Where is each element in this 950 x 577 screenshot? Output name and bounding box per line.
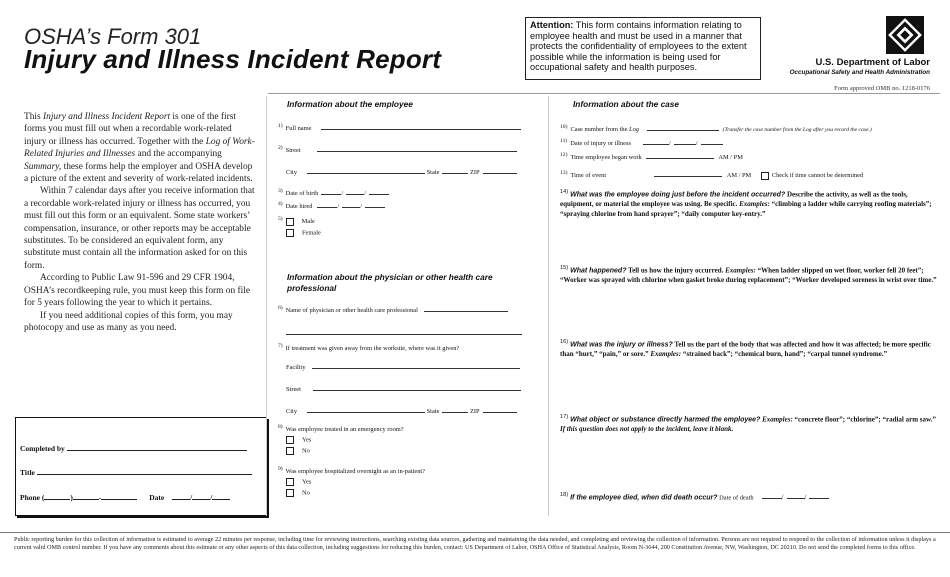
date-hired-field[interactable] (278, 201, 385, 210)
phone-dash: - (98, 493, 102, 502)
page-title: Injury and Illness Incident Report (24, 44, 442, 74)
q16-instructions: Tell us the part of the body that was affected and how it was affected; be more specific than “hurt,” “pain,” or sore.” (560, 340, 931, 358)
phone-paren: ) (70, 493, 73, 502)
q15-examples-label: Examples: (725, 266, 756, 275)
field-number: 3) (278, 188, 283, 194)
intro-paragraph-3: According to Public Law 91-596 and 29 CFR 1904, OSHA’s recordkeeping rule, you must keep this form on file for 5 years following the year to which it pertains. (24, 273, 250, 309)
hosp-yes-option[interactable] (286, 478, 311, 486)
facility-line[interactable] (312, 362, 520, 369)
field-number: 16) (560, 339, 569, 345)
attention-text: This form contains information relating to employee health and must be used in a manner that protects the confidentiality of employees to the extent possible while the information is being used for occupational safety and health purposes. (530, 20, 747, 73)
hospitalized-label: Was employee hospitalized overnight as an in-patient? (285, 468, 425, 476)
field-number: 18) (560, 492, 569, 498)
form-number: OSHA’s Form 301 (24, 24, 202, 49)
time-of-event-field[interactable] (560, 170, 863, 180)
intro-log-title: Log of Work-Related Injuries and Illnesses (24, 136, 255, 160)
employee-section-heading: Information about the employee (287, 99, 413, 109)
field-number: 7) (278, 343, 283, 349)
facility-street-label: Street (286, 386, 301, 393)
question-15 (560, 264, 938, 286)
intro-summary-title: Summary, (24, 161, 62, 172)
street-label: Street (285, 147, 301, 155)
city-label: City (286, 169, 298, 176)
intro-text (24, 111, 256, 334)
full-name-line[interactable] (321, 123, 521, 130)
completed-by-field[interactable] (20, 442, 247, 453)
field-number: 6) (278, 305, 283, 311)
time-of-event-line[interactable] (654, 170, 722, 177)
field-number: 11) (560, 138, 568, 144)
facility-zip-label: ZIP (470, 408, 480, 415)
q15-instructions: Tell us how the injury occurred. (626, 266, 726, 275)
time-undetermined-label: Check if time cannot be determined (771, 172, 864, 180)
q14-heading: What was the employee doing just before the incident occurred? (570, 191, 786, 199)
field-number: 14) (560, 189, 569, 195)
field-number: 4) (278, 201, 283, 207)
q14-instructions: Describe the activity, as well as the tools, equipment, or material the employee was using. Be specific. (560, 190, 908, 208)
slash: / (804, 493, 807, 502)
intro-text-fragment: and the accompanying (135, 149, 222, 160)
dob-year-line[interactable] (369, 188, 389, 195)
death-month-line[interactable] (762, 492, 784, 502)
intro-paragraph-2: Within 7 calendar days after you receive information that a recordable work-related injury or illness has occurred, you must fill out this form or an equivalent. Some state workers’ compensation, insurance, or other reports may be acceptable substitutes. To be considered an equivalent form, any substitute must contain all the information asked for on this form. (24, 186, 255, 271)
q15-examples: “When ladder slipped on wet floor, worker fell 20 feet”; “Worker was sprayed with chlorine when gasket broke during replacement”; “Worker developed soreness in wrist over time.” (560, 266, 937, 284)
phone-label: Phone ( (20, 493, 45, 502)
slash: / (695, 140, 698, 148)
dol-logo-icon (886, 16, 924, 54)
intro-paragraph-1 (24, 111, 256, 185)
time-event-ampm[interactable]: AM / PM (726, 172, 752, 180)
facility-state-line[interactable] (442, 406, 468, 413)
phone-number-line[interactable] (98, 491, 137, 502)
date-month-line[interactable] (172, 491, 193, 502)
zip-line[interactable] (483, 167, 517, 174)
hospitalized-question (278, 466, 425, 475)
q16-examples: “strained back”; “chemical burn, hand”; “carpal tunnel syndrome.” (681, 349, 888, 358)
death-year-line[interactable] (809, 492, 829, 499)
phone-date-field[interactable] (20, 491, 230, 502)
phone-prefix-line[interactable] (73, 491, 99, 500)
er-yes-option[interactable] (286, 436, 311, 444)
question-18[interactable] (560, 491, 938, 503)
state-label: State (426, 169, 440, 176)
date-slash: / (190, 493, 193, 502)
agency-subname: Occupational Safety and Health Administration (789, 69, 930, 76)
intro-form-title: Injury and Illness Incident Report (43, 112, 171, 122)
agency-name: U.S. Department of Labor (815, 57, 930, 68)
case-number-line[interactable] (647, 124, 719, 131)
physician-name-line-2[interactable] (286, 328, 522, 337)
date-hired-label: Date hired (285, 203, 313, 211)
facility-street-field[interactable] (286, 384, 521, 393)
title-label: Title (20, 468, 35, 477)
date-day-line[interactable] (192, 491, 213, 502)
facility-label: Facility (286, 364, 306, 371)
physician-section-heading: Information about the physician or other health care professional (287, 272, 493, 293)
time-began-work-field[interactable] (560, 152, 743, 161)
date-of-injury-label: Date of injury or illness (570, 140, 631, 148)
slash: / (341, 190, 344, 198)
dob-month-line[interactable] (321, 188, 344, 198)
time-began-label: Time employee began work (570, 154, 642, 162)
slash: / (337, 203, 340, 211)
field-number: 2) (278, 145, 283, 151)
case-number-note: (Transfer the case number from the Log after you record the case.) (722, 127, 872, 134)
q18-heading: If the employee died, when did death occur? (570, 494, 718, 502)
city-state-zip-field[interactable] (286, 167, 517, 176)
yes-label: Yes (302, 478, 312, 486)
q15-heading: What happened? (570, 267, 627, 275)
no-label: No (302, 489, 310, 497)
no-label: No (302, 447, 310, 455)
field-number: 10) (560, 124, 568, 130)
female-label: Female (302, 229, 321, 237)
physician-name-extra-line[interactable] (286, 328, 522, 335)
er-no-option[interactable] (286, 447, 310, 455)
hosp-no-option[interactable] (286, 489, 310, 497)
header-divider (268, 93, 940, 94)
q16-heading: What was the injury or illness? (570, 341, 673, 349)
death-day-line[interactable] (787, 492, 807, 502)
injury-day-line[interactable] (674, 138, 698, 148)
completed-by-line[interactable] (67, 442, 247, 451)
omb-number: Form approved OMB no. 1218-0176 (834, 85, 930, 92)
q17-examples-label: Examples: (760, 415, 793, 424)
date-year-line[interactable] (212, 491, 230, 500)
facility-field[interactable] (286, 362, 520, 371)
intro-paragraph-4: If you need additional copies of this form, you may photocopy and use as many as you need. (24, 310, 233, 333)
treatment-location-question (278, 343, 459, 352)
q16-examples-label: Examples: (650, 349, 682, 358)
case-number-label: Case number from the (570, 126, 630, 134)
injury-year-line[interactable] (701, 138, 723, 145)
field-number: 1) (278, 123, 283, 129)
hosp-no-checkbox[interactable] (286, 489, 294, 497)
case-number-field[interactable] (560, 124, 872, 133)
title-field[interactable] (20, 466, 252, 477)
field-number: 8) (278, 424, 283, 430)
field-number: 17) (560, 414, 569, 420)
male-checkbox[interactable] (286, 218, 294, 226)
sex-male-option[interactable] (278, 216, 315, 226)
zip-label: ZIP (470, 169, 480, 176)
phone-area-line[interactable] (44, 491, 70, 500)
city-line[interactable] (307, 167, 425, 174)
physician-name-line[interactable] (424, 305, 508, 312)
sex-female-option[interactable] (286, 229, 321, 237)
attention-label: Attention: (530, 20, 574, 30)
date-of-death-label: Date of death (717, 494, 754, 502)
er-yes-checkbox[interactable] (286, 436, 294, 444)
slash: / (668, 140, 671, 148)
question-16 (560, 338, 938, 360)
yes-label: Yes (302, 436, 312, 444)
completion-box (15, 417, 267, 516)
intro-text-fragment: these forms help the employer and OSHA develop a picture of the extent and severity of work-related incidents. (24, 161, 253, 185)
facility-city-label: City (286, 408, 298, 415)
facility-state-label: State (426, 408, 440, 415)
facility-city-state-zip-field[interactable] (286, 406, 517, 415)
intro-text-fragment: is one of the first forms you must fill out when a recordable work-related injury or illness has occurred. Together with the (24, 112, 236, 147)
q17-note: If this question does not apply to the incident, leave it blank. (560, 424, 734, 433)
full-name-field[interactable] (278, 123, 521, 132)
title-line[interactable] (37, 466, 252, 475)
q17-heading: What object or substance directly harmed the employee? (570, 416, 761, 424)
time-began-line[interactable] (646, 152, 714, 159)
slash: / (781, 493, 784, 502)
completed-by-label: Completed by (20, 444, 65, 453)
facility-zip-line[interactable] (483, 406, 517, 413)
hired-day-line[interactable] (342, 201, 363, 211)
q14-examples-label: Examples: (739, 199, 770, 208)
hired-year-line[interactable] (365, 201, 385, 208)
slash: / (364, 190, 366, 198)
dob-day-line[interactable] (346, 188, 366, 198)
field-number: 13) (560, 170, 568, 176)
field-number: 15) (560, 265, 569, 271)
hosp-yes-checkbox[interactable] (286, 478, 294, 486)
date-of-birth-field[interactable] (278, 188, 389, 197)
field-number: 5) (278, 216, 283, 222)
question-14 (560, 188, 938, 219)
physician-name-field[interactable] (278, 305, 508, 314)
street-line[interactable] (317, 145, 517, 152)
full-name-label: Full name (285, 125, 312, 133)
hired-month-line[interactable] (317, 201, 340, 211)
time-began-ampm[interactable]: AM / PM (718, 154, 743, 162)
treatment-location-label: If treatment was given away from the worksite, where was it given? (285, 345, 460, 353)
attention-notice (525, 17, 761, 80)
physician-name-label: Name of physician or other health care professional (285, 307, 418, 315)
injury-month-line[interactable] (643, 138, 671, 148)
column-divider (548, 96, 549, 516)
q14-examples: “climbing a ladder while carrying roofing materials”; “spraying chlorine from hand sprayer”; “daily computer key-entry.” (560, 199, 932, 218)
date-slash: / (210, 493, 213, 502)
time-undetermined-checkbox[interactable] (761, 172, 769, 180)
female-checkbox[interactable] (286, 229, 294, 237)
facility-city-line[interactable] (307, 406, 425, 413)
emergency-room-label: Was employee treated in an emergency room? (285, 426, 404, 434)
date-label: Date (149, 493, 165, 502)
case-section-heading: Information about the case (573, 99, 680, 109)
er-no-checkbox[interactable] (286, 447, 294, 455)
date-of-injury-field[interactable] (560, 138, 723, 147)
dob-label: Date of birth (285, 190, 319, 198)
case-log-word: Log (629, 126, 639, 134)
facility-street-line[interactable] (313, 384, 521, 391)
field-number: 9) (278, 466, 283, 472)
state-line[interactable] (442, 167, 468, 174)
question-17 (560, 413, 938, 435)
column-divider (266, 96, 267, 516)
time-of-event-label: Time of event (570, 172, 607, 180)
field-number: 12) (560, 152, 568, 158)
street-field[interactable] (278, 145, 517, 154)
male-label: Male (301, 218, 315, 226)
burden-statement: Public reporting burden for this collection of information is estimated to average 22 minutes per response, including time for reviewing instructions, searching existing data sources, gathering and maintaining the data needed, and completing and reviewing the collection of information. Persons are not required to respond to the collection of information unless it displays a current valid OMB control number. If you have any comments about this estimate or any other aspects of this data collection, including suggestions for reducing this burden, contact: US Department of Labor, OSHA Office of Statistical Analysis, Room N-3644, 200 Constitution Avenue, NW, Washington, DC 20210. Do not send the completed forms to this office. (14, 536, 936, 552)
emergency-room-question (278, 424, 404, 433)
slash: / (360, 203, 363, 211)
q17-examples: “concrete floor”; “chlorine”; “radial arm saw.” (792, 415, 936, 424)
intro-text-fragment: This (24, 112, 44, 122)
footer-divider (0, 532, 950, 533)
